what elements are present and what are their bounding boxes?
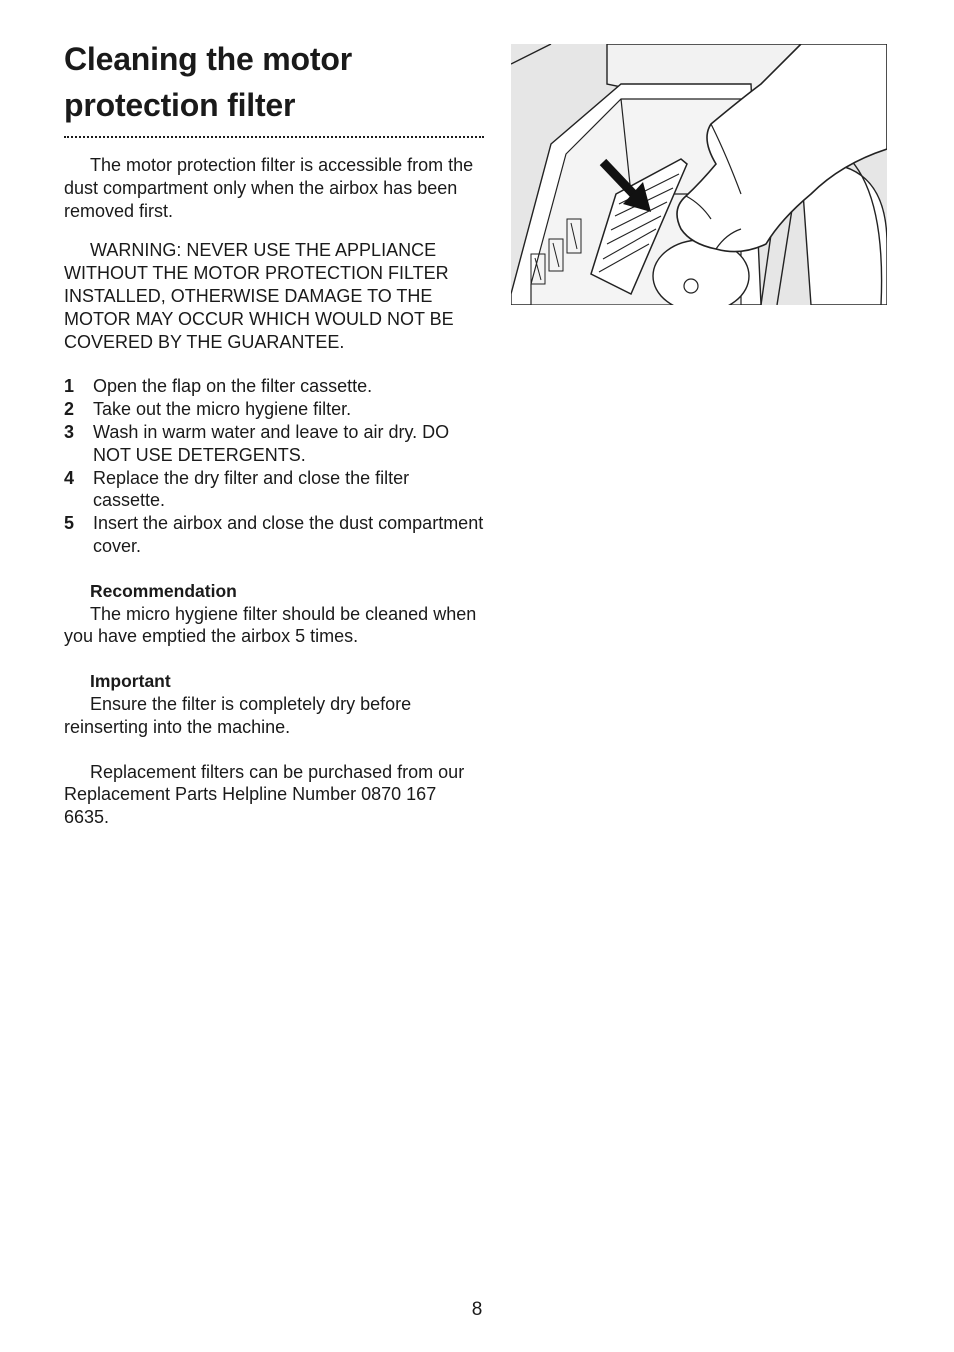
filter-illustration: [511, 44, 887, 305]
step-text: Open the flap on the filter cassette.: [93, 376, 373, 397]
page-number: 8: [471, 1299, 483, 1320]
step-text: Wash in warm water and leave to air dry. DO NOT USE DETERGENTS.: [93, 421, 450, 465]
recommendation-text: The micro hygiene filter should be cleaned when you have emptied the airbox 5 times.: [64, 603, 477, 647]
step-number: 2: [64, 399, 75, 420]
step-number: 1: [64, 376, 75, 397]
list-item: [64, 398, 484, 421]
important-section: [64, 670, 484, 738]
page-title-line-2: protection filter: [64, 87, 296, 123]
step-number: 4: [64, 467, 75, 488]
steps-list: [64, 375, 484, 557]
warning-paragraph: WARNING: NEVER USE THE APPLIANCE WITHOUT THE MOTOR PROTECTION FILTER INSTALLED, OTHERWISE DAMAGE TO THE MOTOR MAY OCCUR WHICH WOULD NOT BE COVERED BY THE GUARANTEE.: [64, 240, 454, 352]
recommendation-section: [64, 580, 484, 648]
page-title-line-1: Cleaning the motor: [64, 41, 352, 77]
illustration-drawing: [511, 44, 887, 305]
text-column: [64, 36, 484, 829]
replacement-paragraph: Replacement filters can be purchased from our Replacement Parts Helpline Number 0870 167 6635.: [64, 761, 465, 828]
step-text: Take out the micro hygiene filter.: [93, 399, 352, 420]
intro-paragraph: The motor protection filter is accessible from the dust compartment only when the airbox has been removed first.: [64, 155, 474, 221]
list-item: [64, 512, 484, 558]
step-text: Replace the dry filter and close the filter cassette.: [93, 467, 410, 511]
step-number: 3: [64, 421, 75, 442]
recommendation-heading: Recommendation: [90, 580, 237, 601]
step-number: 5: [64, 513, 75, 534]
important-text: Ensure the filter is completely dry before reinserting into the machine.: [64, 693, 412, 737]
important-heading: Important: [90, 671, 171, 692]
list-item: [64, 421, 484, 467]
list-item: [64, 375, 484, 398]
page-title: [64, 36, 484, 138]
step-text: Insert the airbox and close the dust compartment cover.: [93, 513, 484, 556]
list-item: [64, 467, 484, 513]
